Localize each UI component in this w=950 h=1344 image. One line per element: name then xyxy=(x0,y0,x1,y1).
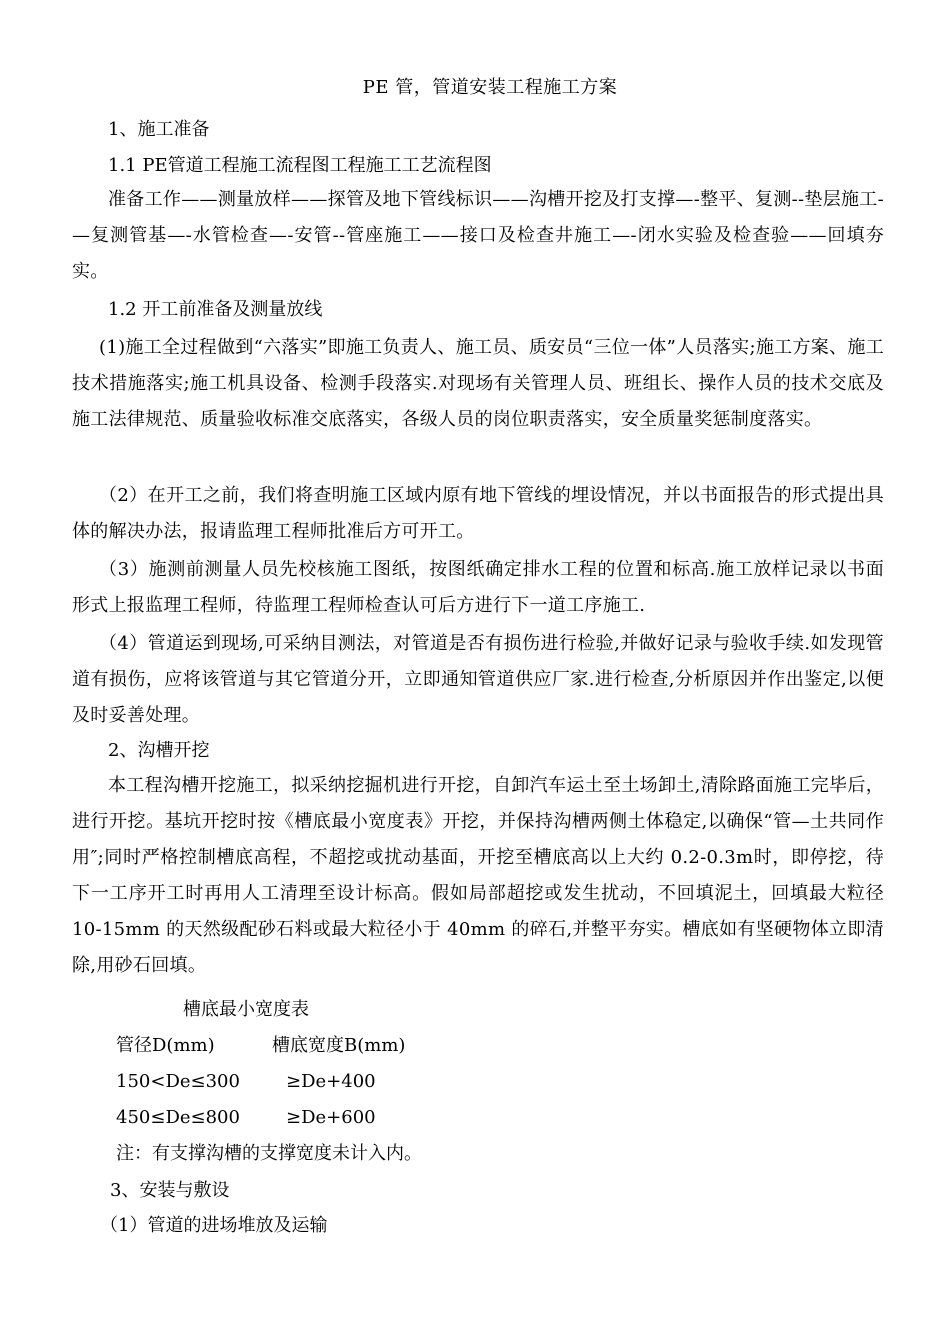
paragraph-1-2-1: (1)施工全过程做到“六落实”即施工负责人、施工员、质安员“三位一体”人员落实;施工方案、施工技术措施落实;施工机具设备、检测手段落实.对现场有关管理人员、班组长、操作人员的技术交底及施工法律规范、质量验收标准交底落实，各级人员的岗位职责落实，安全质量奖惩制度落实。 xyxy=(72,337,884,430)
table-cell-diameter: 150<De≤300 xyxy=(116,1071,240,1092)
section-1-heading: 1、施工准备 xyxy=(108,119,210,140)
section-3-1-heading: （1）管道的进场堆放及运输 xyxy=(100,1215,328,1236)
table-cell-width: ≥De+400 xyxy=(286,1071,376,1092)
document-title: PE 管，管道安装工程施工方案 xyxy=(362,77,618,98)
table-row xyxy=(116,1104,376,1132)
paragraph-1-2-2: （2）在开工之前，我们将查明施工区域内原有地下管线的埋设情况，并以书面报告的形式提出具体的解决办法，报请监理工程师批准后方可开工。 xyxy=(72,485,884,542)
section-1-2-heading: 1.2 开工前准备及测量放线 xyxy=(108,299,323,320)
paragraph-2-1: 本工程沟槽开挖施工，拟采纳挖掘机进行开挖，自卸汽车运土至土场卸土,清除路面施工完毕后，进行开挖。基坑开挖时按《槽底最小宽度表》开挖，并保持沟槽两侧土体稳定,以确保“管—土共同作用″;同时严格控制槽底高程，不超挖或扰动基面，开挖至槽底高以上大约 0.2-0.3m时，即停挖，待下一工序开工时再用人工清理至设计标高。假如局部超挖或发生扰动，不回填泥土，回填最大粒径 10-15mm 的天然级配砂石料或最大粒径小于 40mm 的碎石,并整平夯实。槽底如有坚硬物体立即清除,用砂石回填。 xyxy=(72,775,884,976)
table-header-width: 槽底宽度B(mm) xyxy=(272,1035,406,1056)
section-1-1-heading: 1.1 PE管道工程施工流程图工程施工工艺流程图 xyxy=(108,155,492,176)
table-row xyxy=(116,1068,376,1096)
table-caption: 槽底最小宽度表 xyxy=(183,999,309,1020)
paragraph-1-2-4: （4）管道运到现场,可采纳目测法，对管道是否有损伤进行检验,并做好记录与验收手续.如发现管道有损伤，应将该管道与其它管道分开，立即通知管道供应厂家.进行检查,分析原因并作出鉴定,以便及时妥善处理。 xyxy=(72,633,884,726)
section-2-heading: 2、沟槽开挖 xyxy=(108,740,210,761)
table-note: 注：有支撑沟槽的支撑宽度未计入内。 xyxy=(116,1143,422,1164)
table-header-row xyxy=(116,1032,405,1060)
paragraph-1-2-3: （3）施测前测量人员先校核施工图纸，按图纸确定排水工程的位置和标高.施工放样记录以书面形式上报监理工程师，待监理工程师检查认可后方进行下一道工序施工. xyxy=(72,559,884,616)
section-3-heading: 3、安装与敷设 xyxy=(110,1180,230,1201)
table-header-diameter: 管径D(mm) xyxy=(116,1035,215,1056)
table-cell-diameter: 450≤De≤800 xyxy=(116,1107,240,1128)
table-cell-width: ≥De+600 xyxy=(286,1107,376,1128)
flow-paragraph: 准备工作——测量放样——探管及地下管线标识——沟槽开挖及打支撑—-整平、复测--垫层施工-—复测管基—-水管检查—-安管--管座施工——接口及检查井施工—-闭水实验及检查验——回填夯实。 xyxy=(72,189,884,282)
